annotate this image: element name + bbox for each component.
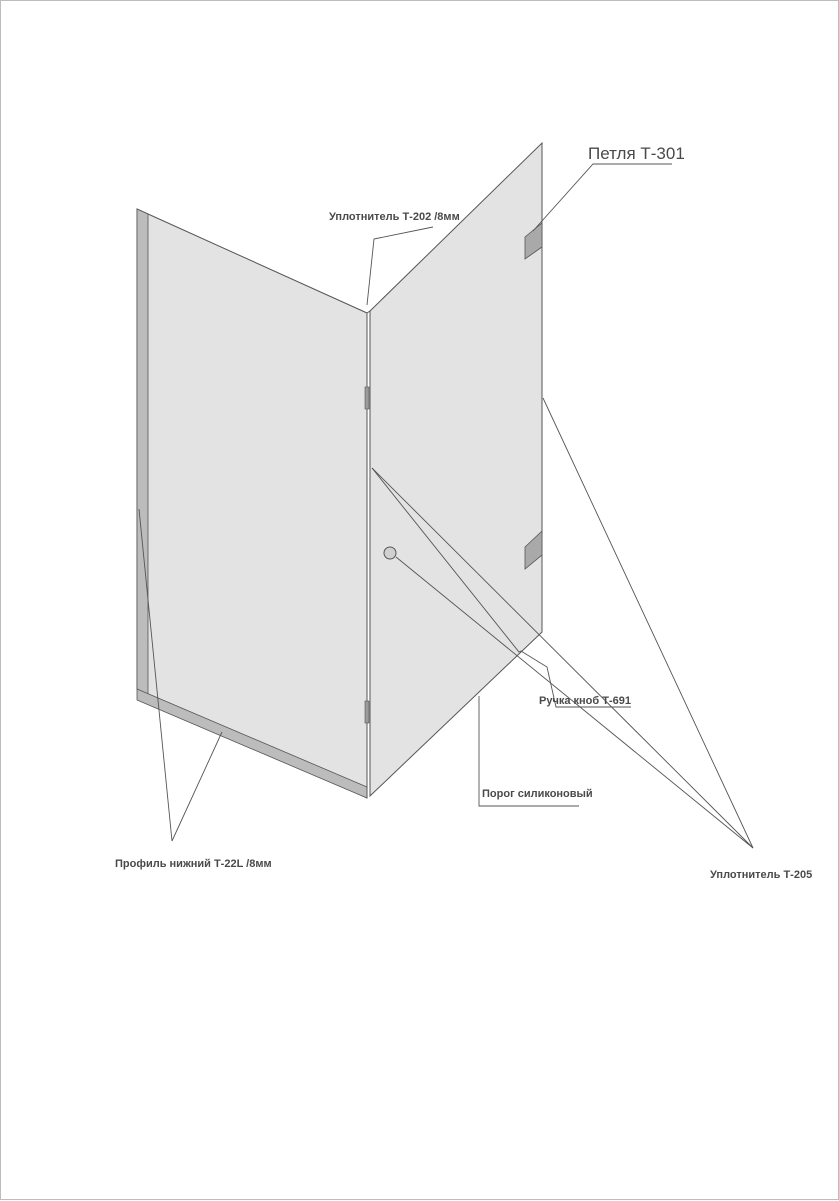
label-threshold: Порог силиконовый xyxy=(482,788,593,800)
door-knob xyxy=(384,547,396,559)
label-profile: Профиль нижний Т-22L /8мм xyxy=(115,858,272,870)
leader-profile-b xyxy=(172,732,222,841)
label-seal-205: Уплотнитель Т-205 xyxy=(710,869,813,881)
leader-hinge xyxy=(533,164,672,231)
label-knob: Ручка кноб Т-691 xyxy=(539,695,631,707)
shower-enclosure-diagram xyxy=(1,1,839,1201)
corner-seal-top xyxy=(365,387,369,409)
leader-seal-205-a xyxy=(543,398,753,848)
label-seal-202: Уплотнитель Т-202 /8мм xyxy=(329,211,460,223)
label-hinge: Петля Т-301 xyxy=(588,144,685,163)
corner-seal-bottom xyxy=(365,701,369,723)
left-wall-profile xyxy=(137,209,148,695)
door-glass-panel xyxy=(370,143,542,796)
